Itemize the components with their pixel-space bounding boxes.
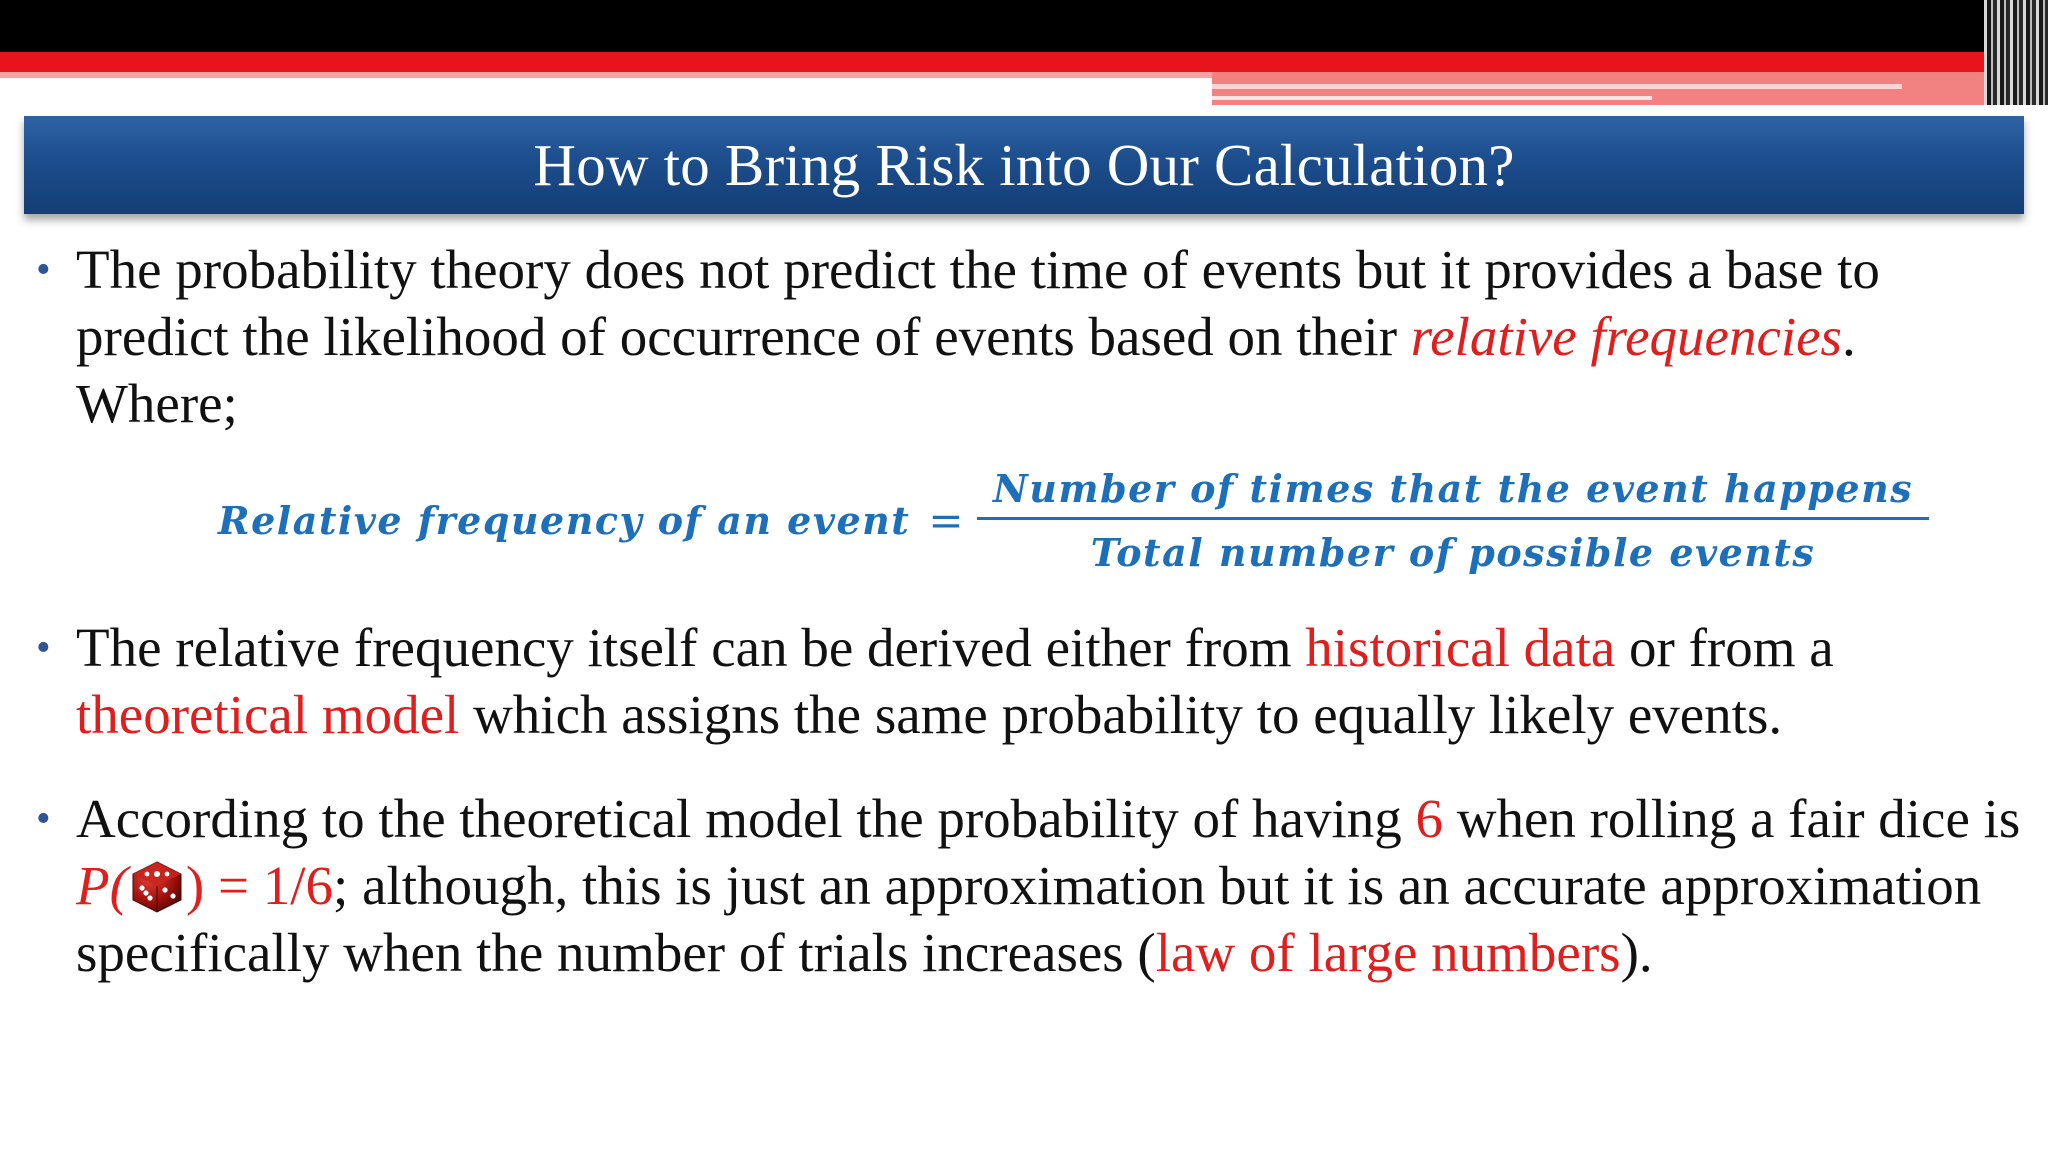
formula-denominator: Total number of possible events	[1090, 529, 1816, 575]
top-pink-bar	[0, 72, 1215, 78]
bullet-3-highlight-2: law of large numbers	[1155, 922, 1621, 983]
corner-stripes	[1984, 0, 2048, 105]
bullet-1-text-2: . Where;	[76, 306, 1856, 434]
bullet-1	[76, 236, 2026, 437]
relative-frequency-formula	[218, 460, 1929, 580]
formula-fraction	[977, 466, 1929, 575]
bullet-1-text-1: The probability theory does not predict the time of events but it provides a base to predict the likelihood of occurrence of events based on their	[76, 239, 1880, 367]
bullet-3-highlight-1: 6	[1415, 788, 1443, 849]
formula-numerator: Number of times that the event happens	[993, 465, 1914, 511]
bullet-3	[76, 785, 2026, 986]
bullet-2	[76, 614, 2026, 748]
bullet-3-text-2: when rolling a fair dice is	[1442, 788, 2021, 849]
dice-icon	[130, 860, 184, 914]
top-black-bar	[0, 0, 2048, 52]
right-accent-line	[1212, 84, 1902, 89]
formula-equals: =	[928, 495, 966, 545]
bullet-2-text-3: which assigns the same probability to equally likely events.	[459, 684, 1783, 745]
right-accent-line	[1212, 96, 1652, 100]
bullet-marker: •	[36, 796, 51, 842]
probability-value: ) = 1/6	[185, 855, 334, 916]
bullet-marker: •	[36, 247, 51, 293]
top-red-bar	[0, 52, 2048, 72]
bullet-1-highlight: relative frequencies	[1410, 306, 1842, 367]
bullet-2-text-1: The relative frequency itself can be derived either from	[76, 617, 1306, 678]
bullet-3-text-3: ; although, this is just an approximation but it is an accurate approximation specifically when the number of trials increases (	[76, 855, 1982, 983]
bullet-marker: •	[36, 625, 51, 671]
probability-p: P(	[76, 855, 128, 916]
bullet-3-text-1: According to the theoretical model the probability of having	[76, 788, 1416, 849]
bullet-2-text-2: or from a	[1615, 617, 1834, 678]
title-banner	[24, 116, 2024, 214]
bullet-2-highlight-2: theoretical model	[76, 684, 460, 745]
slide-title: How to Bring Risk into Our Calculation?	[533, 131, 1515, 198]
formula-lhs: Relative frequency of an event	[218, 497, 911, 543]
bullet-2-highlight-1: historical data	[1305, 617, 1616, 678]
bullet-3-text-4: ).	[1620, 922, 1653, 983]
